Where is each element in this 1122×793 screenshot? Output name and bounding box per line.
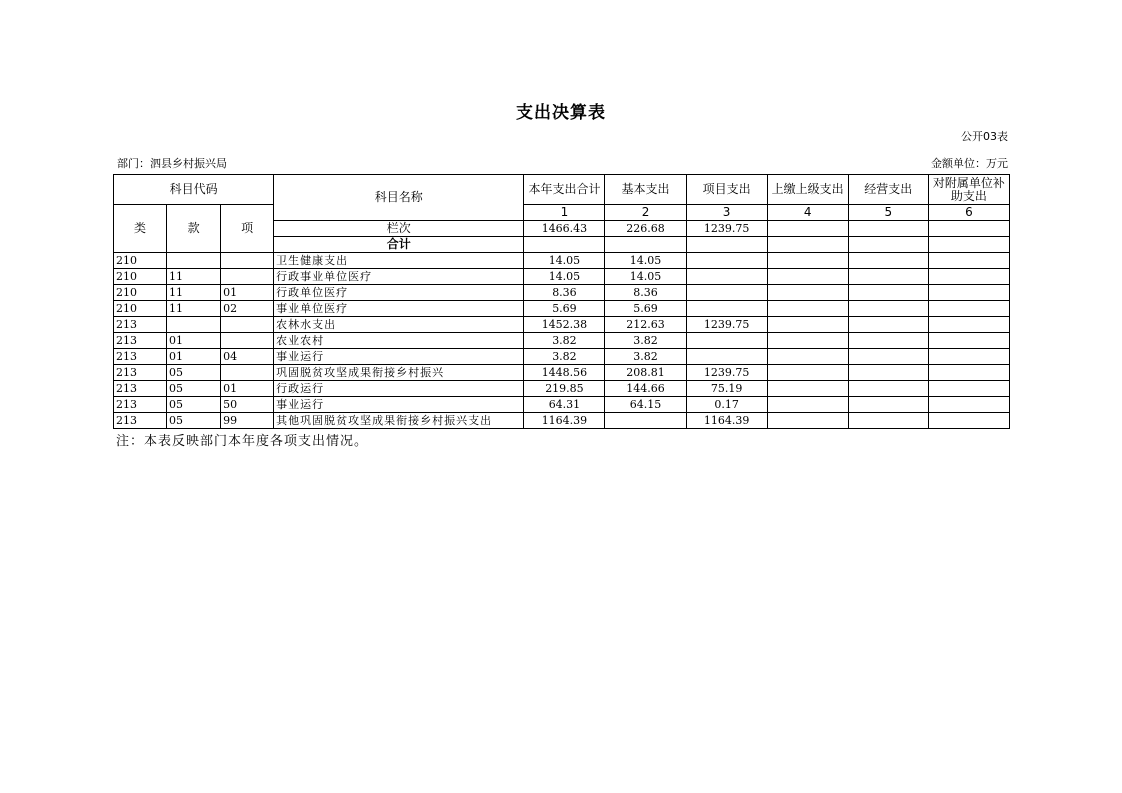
cell-empty — [767, 397, 848, 413]
cell-empty — [928, 349, 1009, 365]
cell-kuan: 05 — [167, 397, 221, 413]
cell-xiang: 01 — [221, 285, 274, 301]
cell-lei: 213 — [114, 365, 167, 381]
cell-empty — [928, 333, 1009, 349]
cell-kuan: 05 — [167, 381, 221, 397]
cell-total: 1452.38 — [524, 317, 605, 333]
cell-xiang: 99 — [221, 413, 274, 429]
amount-unit-label: 金额单位：万元 — [931, 157, 1008, 170]
cell-basic: 5.69 — [605, 301, 686, 317]
cell-empty — [848, 397, 928, 413]
cell-empty — [928, 413, 1009, 429]
cell-lei: 210 — [114, 285, 167, 301]
cell-empty — [848, 413, 928, 429]
cell-subject-name: 农业农村 — [274, 333, 524, 349]
header-subject-code: 科目代码 — [114, 175, 274, 205]
cell-subject-name: 其他巩固脱贫攻坚成果衔接乡村振兴支出 — [274, 413, 524, 429]
cell-empty — [928, 365, 1009, 381]
cell-xiang — [221, 365, 274, 381]
header-kuan: 款 — [167, 205, 221, 253]
cell-subject-name: 事业单位医疗 — [274, 301, 524, 317]
cell-kuan: 11 — [167, 301, 221, 317]
cell-empty — [767, 253, 848, 269]
cell-empty — [848, 349, 928, 365]
cell-lei: 213 — [114, 413, 167, 429]
cell-subject-name: 事业运行 — [274, 349, 524, 365]
cell-lei: 210 — [114, 301, 167, 317]
cell-empty — [928, 301, 1009, 317]
header-upper: 上缴上级支出 — [767, 175, 848, 205]
table-row — [114, 381, 1010, 397]
cell-empty — [848, 365, 928, 381]
table-note: 注：本表反映部门本年度各项支出情况。 — [116, 434, 369, 449]
table-row — [114, 365, 1010, 381]
col-num-5: 5 — [848, 205, 928, 221]
cell-empty — [767, 413, 848, 429]
cell-xiang: 01 — [221, 381, 274, 397]
total-total: 1466.43 — [524, 221, 605, 237]
cell-total: 3.82 — [524, 333, 605, 349]
cell-subject-name: 卫生健康支出 — [274, 253, 524, 269]
cell-empty — [848, 301, 928, 317]
cell-empty — [928, 253, 1009, 269]
cell-lei: 213 — [114, 381, 167, 397]
header-lanci: 栏次 — [274, 221, 524, 237]
cell-basic — [605, 413, 686, 429]
cell-kuan: 11 — [167, 269, 221, 285]
cell-subject-name: 巩固脱贫攻坚成果衔接乡村振兴 — [274, 365, 524, 381]
cell-basic: 212.63 — [605, 317, 686, 333]
cell-empty — [767, 349, 848, 365]
cell-empty — [848, 253, 928, 269]
department-label: 部门：泗县乡村振兴局 — [117, 157, 227, 170]
cell-basic: 64.15 — [605, 397, 686, 413]
total-project: 1239.75 — [686, 221, 767, 237]
cell-total: 8.36 — [524, 285, 605, 301]
col-num-6: 6 — [928, 205, 1009, 221]
cell-empty — [928, 381, 1009, 397]
col-num-4: 4 — [767, 205, 848, 221]
table-row — [114, 269, 1010, 285]
cell-empty — [928, 317, 1009, 333]
cell-project: 0.17 — [686, 397, 767, 413]
header-subject-name: 科目名称 — [274, 175, 524, 221]
cell-subject-name: 农林水支出 — [274, 317, 524, 333]
header-basic: 基本支出 — [605, 175, 686, 205]
cell-basic: 14.05 — [605, 269, 686, 285]
expenditure-table — [113, 174, 1010, 429]
table-row — [114, 413, 1010, 429]
table-row — [114, 397, 1010, 413]
total-basic: 226.68 — [605, 221, 686, 237]
cell-empty — [767, 381, 848, 397]
total-label: 合计 — [274, 237, 524, 253]
cell-empty — [767, 269, 848, 285]
cell-kuan: 11 — [167, 285, 221, 301]
table-title: 支出决算表 — [516, 103, 606, 123]
cell-project — [686, 301, 767, 317]
cell-empty — [848, 381, 928, 397]
cell-lei: 213 — [114, 349, 167, 365]
cell-xiang: 50 — [221, 397, 274, 413]
table-row — [114, 253, 1010, 269]
cell-xiang: 04 — [221, 349, 274, 365]
header-lei: 类 — [114, 205, 167, 253]
cell-xiang: 02 — [221, 301, 274, 317]
cell-empty — [848, 269, 928, 285]
cell-empty — [928, 269, 1009, 285]
cell-empty — [848, 317, 928, 333]
cell-project — [686, 333, 767, 349]
cell-kuan: 05 — [167, 413, 221, 429]
cell-empty — [848, 333, 928, 349]
cell-basic: 144.66 — [605, 381, 686, 397]
cell-lei: 213 — [114, 333, 167, 349]
cell-empty — [848, 285, 928, 301]
table-row — [114, 349, 1010, 365]
cell-xiang — [221, 253, 274, 269]
table-row — [114, 333, 1010, 349]
cell-subject-name: 行政运行 — [274, 381, 524, 397]
cell-subject-name: 事业运行 — [274, 397, 524, 413]
cell-project — [686, 285, 767, 301]
cell-basic: 8.36 — [605, 285, 686, 301]
cell-total: 219.85 — [524, 381, 605, 397]
col-num-1: 1 — [524, 205, 605, 221]
cell-xiang — [221, 269, 274, 285]
cell-total: 14.05 — [524, 269, 605, 285]
header-subsidy: 对附属单位补助支出 — [928, 175, 1009, 205]
cell-empty — [928, 285, 1009, 301]
cell-lei: 210 — [114, 253, 167, 269]
cell-total: 1448.56 — [524, 365, 605, 381]
cell-basic: 3.82 — [605, 349, 686, 365]
cell-kuan — [167, 317, 221, 333]
cell-xiang — [221, 333, 274, 349]
form-number: 公开03表 — [961, 130, 1008, 143]
header-xiang: 项 — [221, 205, 274, 253]
cell-lei: 213 — [114, 317, 167, 333]
cell-project — [686, 269, 767, 285]
cell-empty — [928, 397, 1009, 413]
cell-kuan: 05 — [167, 365, 221, 381]
col-num-3: 3 — [686, 205, 767, 221]
cell-total: 64.31 — [524, 397, 605, 413]
table-row — [114, 301, 1010, 317]
cell-total: 3.82 — [524, 349, 605, 365]
cell-subject-name: 行政单位医疗 — [274, 285, 524, 301]
cell-project: 75.19 — [686, 381, 767, 397]
cell-lei: 213 — [114, 397, 167, 413]
header-total: 本年支出合计 — [524, 175, 605, 205]
cell-lei: 210 — [114, 269, 167, 285]
col-num-2: 2 — [605, 205, 686, 221]
header-project: 项目支出 — [686, 175, 767, 205]
cell-subject-name: 行政事业单位医疗 — [274, 269, 524, 285]
cell-xiang — [221, 317, 274, 333]
table-row — [114, 285, 1010, 301]
cell-total: 5.69 — [524, 301, 605, 317]
cell-project — [686, 349, 767, 365]
cell-empty — [767, 285, 848, 301]
table-row — [114, 317, 1010, 333]
cell-empty — [767, 317, 848, 333]
cell-total: 14.05 — [524, 253, 605, 269]
cell-empty — [767, 365, 848, 381]
cell-project: 1164.39 — [686, 413, 767, 429]
cell-project: 1239.75 — [686, 317, 767, 333]
cell-kuan — [167, 253, 221, 269]
cell-empty — [767, 333, 848, 349]
cell-total: 1164.39 — [524, 413, 605, 429]
cell-kuan: 01 — [167, 349, 221, 365]
header-business: 经营支出 — [848, 175, 928, 205]
cell-basic: 208.81 — [605, 365, 686, 381]
cell-kuan: 01 — [167, 333, 221, 349]
cell-project — [686, 253, 767, 269]
cell-basic: 3.82 — [605, 333, 686, 349]
cell-empty — [767, 301, 848, 317]
cell-project: 1239.75 — [686, 365, 767, 381]
cell-basic: 14.05 — [605, 253, 686, 269]
